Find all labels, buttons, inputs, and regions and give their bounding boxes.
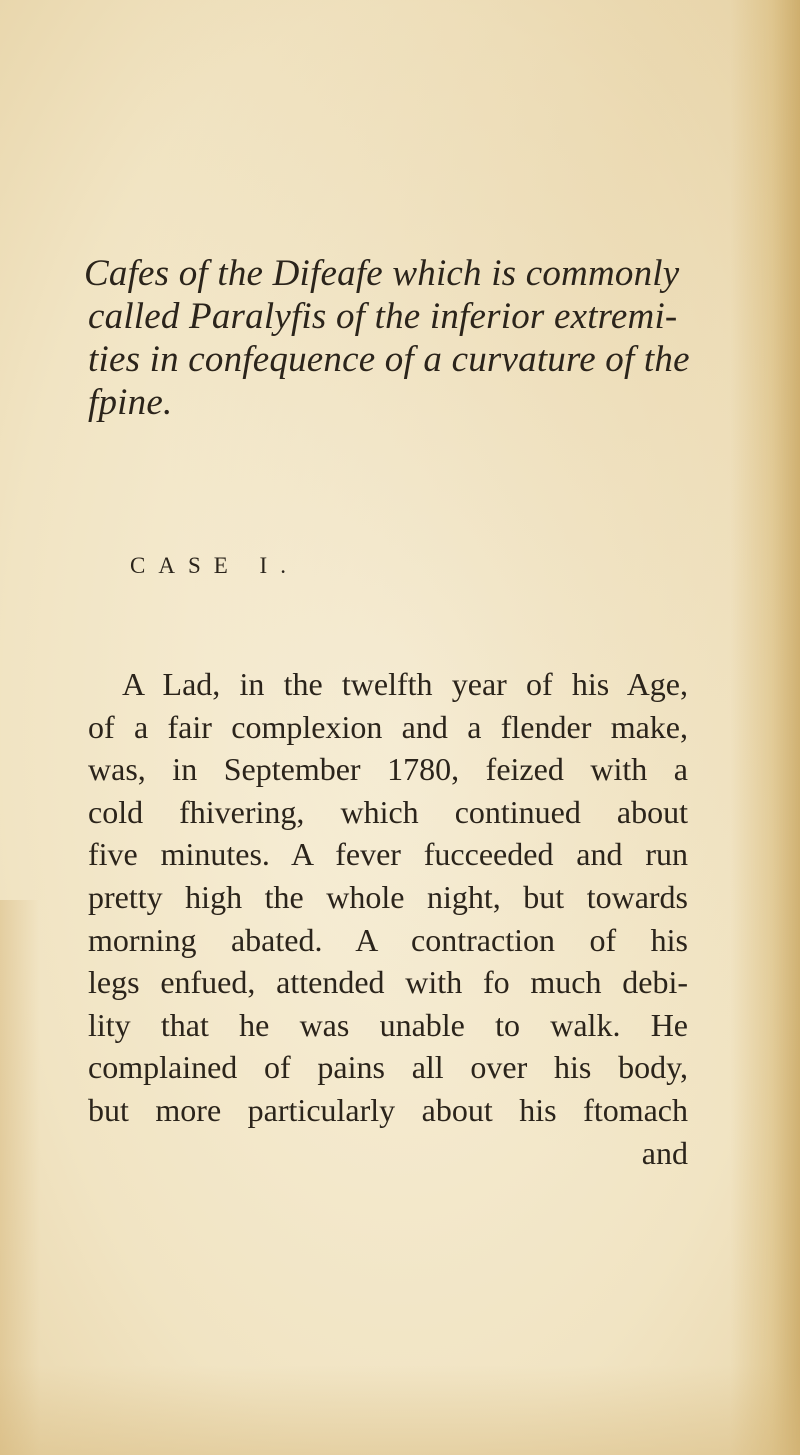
body-line: legs enfued, attended with fo much debi- bbox=[88, 964, 688, 1001]
body-line: but more particularly about his ftomach bbox=[88, 1091, 688, 1128]
body-paragraph bbox=[88, 663, 688, 1174]
body-line: cold fhivering, which continued about bbox=[88, 793, 688, 830]
heading-line: called Paralyfis of the inferior extremi- bbox=[88, 296, 678, 337]
body-line: A Lad, in the twelfth year of his Age, bbox=[122, 666, 688, 702]
case-label: CASE I. bbox=[130, 553, 299, 578]
section-heading bbox=[84, 252, 728, 424]
catchword: and bbox=[641, 1134, 688, 1171]
body-line: complained of pains all over his body, bbox=[88, 1049, 688, 1086]
body-line: of a fair complexion and a flender make, bbox=[88, 708, 688, 745]
heading-line: fpine. bbox=[88, 382, 173, 423]
body-line: morning abated. A contraction of his bbox=[88, 921, 688, 958]
heading-line: Cafes of the Difeafe which is commonly bbox=[84, 253, 680, 294]
body-line: pretty high the whole night, but towards bbox=[88, 878, 688, 915]
page-edge-shading-right bbox=[730, 0, 800, 1455]
heading-line: ties in confequence of a curvature of the bbox=[88, 339, 690, 380]
body-line: five minutes. A fever fucceeded and run bbox=[88, 836, 688, 873]
page-edge-shading-bottom bbox=[0, 1365, 800, 1455]
body-line: lity that he was unable to walk. He bbox=[88, 1006, 688, 1043]
body-line: was, in September 1780, feized with a bbox=[88, 751, 688, 788]
